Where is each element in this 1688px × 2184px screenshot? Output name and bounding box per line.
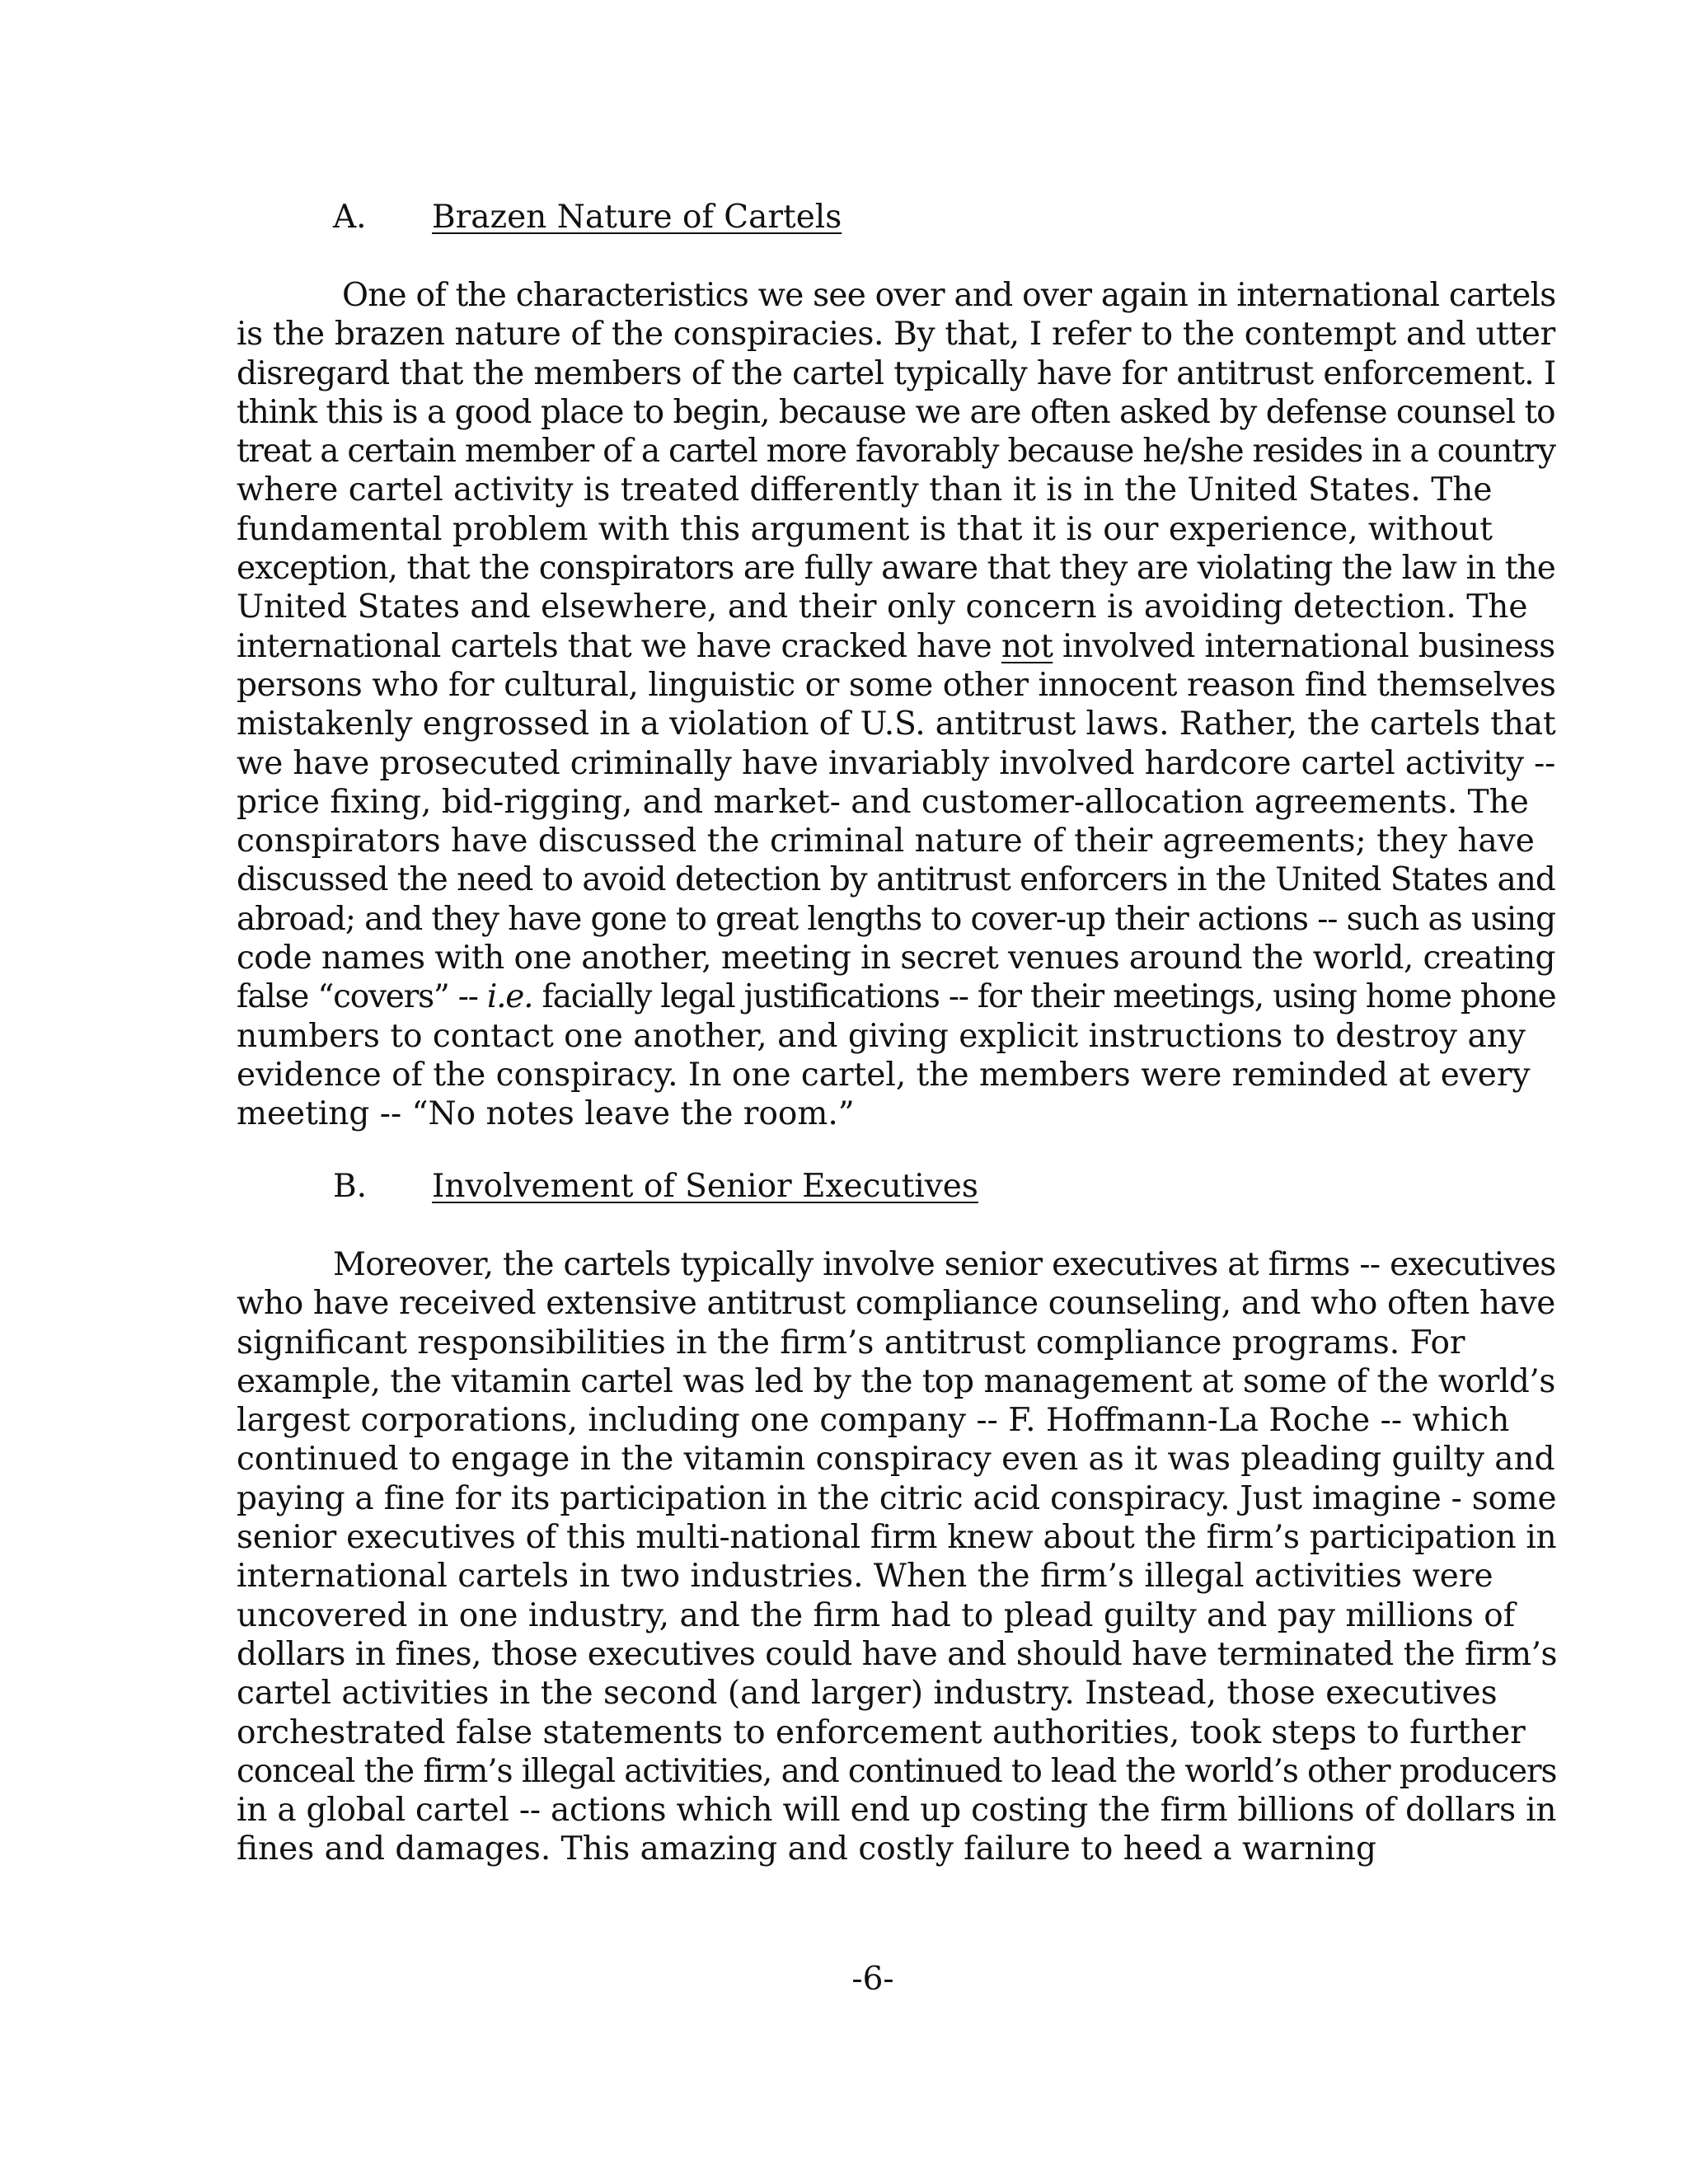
text-line: dollars in fines, those executives could have and should have terminated the firm’s [237,1635,1558,1673]
text-line: orchestrated false statements to enforcement authorities, took steps to further [237,1713,1526,1751]
text-line: exception, that the conspirators are fully aware that they are violating the law in the [237,550,1555,588]
text-line: United States and elsewhere, and their only concern is avoiding detection. The [237,588,1528,626]
text-line: significant responsibilities in the firm’s antitrust compliance programs. For [237,1324,1465,1361]
section-a-paragraph [237,276,1555,1134]
section-b-title: Involvement of Senior Executives [432,1168,978,1205]
text-line: continued to engage in the vitamin conspiracy even as it was pleading guilty and [237,1441,1555,1479]
text-line: One of the characteristics we see over and over again in international cartels [342,277,1556,314]
italic-word: i.e. [486,978,533,1016]
text-line: is the brazen nature of the conspiracies. By that, I refer to the contempt and utter [237,316,1555,354]
text-line: think this is a good place to begin, because we are often asked by defense counsel to [237,393,1555,431]
text-line: cartel activities in the second (and larger) industry. Instead, those executives [237,1675,1498,1713]
text-line: where cartel activity is treated differently than it is in the United States. The [237,471,1493,509]
text-line: example, the vitamin cartel was led by the top management at some of the world’s [237,1362,1555,1400]
text-line: conceal the firm’s illegal activities, and continued to lead the world’s other producers [237,1752,1557,1790]
text-line: international cartels in two industries. When the firm’s illegal activities were [237,1558,1493,1596]
section-b-heading [333,1167,978,1206]
text-line: code names with one another, meeting in secret venues around the world, creating [237,940,1555,977]
text-line: we have prosecuted criminally have invariably involved hardcore cartel activity -- [237,744,1556,782]
text-line: meeting -- “No notes leave the room.” [237,1095,855,1133]
text-line: abroad; and they have gone to great lengths to cover-up their actions -- such as using [237,900,1555,938]
page-number: -6- [851,1961,894,1998]
text-line: senior executives of this multi-national firm knew about the firm’s participation in [237,1519,1557,1557]
text-line: treat a certain member of a cartel more favorably because he/she resides in a country [237,433,1555,471]
underlined-word: not [1001,627,1053,665]
section-a-heading [333,198,842,237]
text-line [237,977,1555,1016]
text-run: involved international business [1053,627,1555,665]
text-run: facially legal justifications -- for their meetings, using home phone [532,978,1556,1016]
text-line: mistakenly engrossed in a violation of U.S. antitrust laws. Rather, the cartels that [237,705,1556,743]
text-line: in a global cartel -- actions which will end up costing the firm billions of dollars in [237,1792,1557,1830]
text-line: Moreover, the cartels typically involve senior executives at firms -- executives [333,1246,1556,1283]
section-a-title: Brazen Nature of Cartels [432,199,842,236]
text-line: who have received extensive antitrust compliance counseling, and who often have [237,1285,1555,1323]
text-line: paying a fine for its participation in the citric acid conspiracy. Just imagine - some [237,1479,1557,1517]
text-line: persons who for cultural, linguistic or some other innocent reason find themselves [237,666,1556,704]
text-line: discussed the need to avoid detection by antitrust enforcers in the United States and [237,861,1555,899]
text-line: largest corporations, including one company -- F. Hoffmann-La Roche -- which [237,1402,1510,1440]
text-line: uncovered in one industry, and the firm had to plead guilty and pay millions of [237,1596,1516,1634]
text-line: conspirators have discussed the criminal nature of their agreements; they have [237,823,1535,860]
section-b-letter: B. [333,1168,368,1205]
section-b-paragraph [237,1245,1558,1869]
text-run: international cartels that we have cracked have [237,627,1001,665]
section-a-letter: A. [333,199,367,236]
text-line: numbers to contact one another, and giving explicit instructions to destroy any [237,1017,1526,1055]
text-line: disregard that the members of the cartel typically have for antitrust enforcement. I [237,354,1556,392]
text-line: fundamental problem with this argument is that it is our experience, without [237,510,1493,548]
text-line: fines and damages. This amazing and costly failure to heed a warning [237,1830,1376,1868]
text-line: price fixing, bid-rigging, and market- and customer-allocation agreements. The [237,783,1529,821]
text-line: evidence of the conspiracy. In one cartel, the members were reminded at every [237,1056,1531,1094]
text-run: false “covers” -- [237,978,487,1016]
text-line [237,627,1555,666]
